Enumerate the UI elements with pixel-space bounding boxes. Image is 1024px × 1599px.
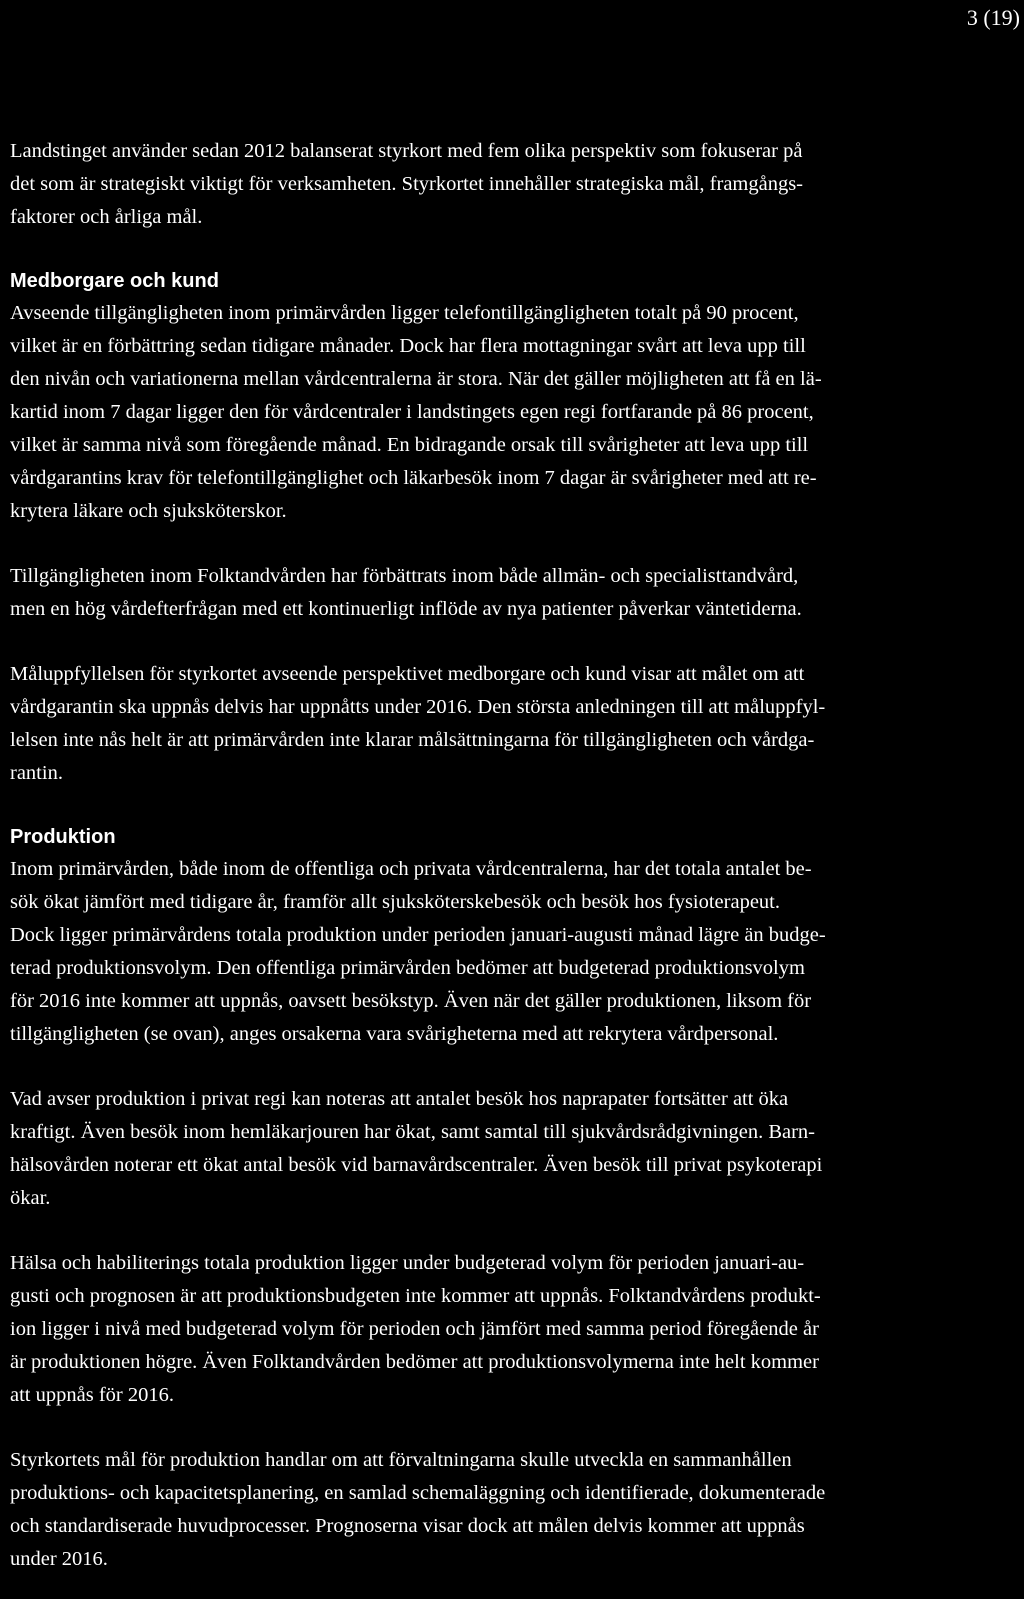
paragraph-maluppfyllelse (10, 658, 1000, 790)
text-line: det som är strategiskt viktigt för verksamheten. Styrkortet innehåller strategiska mål, framgångs- (10, 173, 804, 195)
text-line: lelsen inte nås helt är att primärvården inte klarar målsättningarna för tillgängligheten och vårdga- (10, 729, 815, 751)
text-line: gusti och prognosen är att produktionsbudgeten inte kommer att uppnås. Folktandvårdens produkt- (10, 1285, 821, 1307)
paragraph-styrkort-produktion (10, 1444, 1000, 1576)
text-line: rantin. (10, 762, 63, 784)
section-heading-produktion: Produktion (10, 826, 116, 848)
text-line: kraftigt. Även besök inom hemläkarjouren har ökat, samt samtal till sjukvårdsrådgivningen. Barn- (10, 1121, 815, 1143)
text-line: faktorer och årliga mål. (10, 206, 203, 228)
text-line: och standardiserade huvudprocesser. Prognoserna visar dock att målen delvis kommer att uppnås (10, 1515, 805, 1537)
text-line: krytera läkare och sjuksköterskor. (10, 500, 287, 522)
text-line: Dock ligger primärvårdens totala produktion under perioden januari-augusti månad lägre än budge- (10, 924, 826, 946)
paragraph-folktandvarden (10, 560, 1000, 626)
paragraph-tillganglighet-primarvard (10, 297, 1000, 528)
section-heading-medborgare: Medborgare och kund (10, 270, 219, 292)
text-line: terad produktionsvolym. Den offentliga primärvården bedömer att budgeterad produktionsvolym (10, 957, 805, 979)
text-line: vilket är samma nivå som föregående månad. En bidragande orsak till svårigheter att leva upp till (10, 434, 809, 456)
text-line: för 2016 inte kommer att uppnås, oavsett besökstyp. Även när det gäller produktionen, liksom för (10, 990, 812, 1012)
text-line: vilket är en förbättring sedan tidigare månader. Dock har flera mottagningar svårt att leva upp till (10, 335, 806, 357)
text-line: Styrkortets mål för produktion handlar om att förvaltningarna skulle utveckla en sammanhållen (10, 1449, 792, 1471)
text-line: Avseende tillgängligheten inom primärvården ligger telefontillgängligheten totalt på 90 procent, (10, 302, 799, 324)
text-line: den nivån och variationerna mellan vårdcentralerna är stora. När det gäller möjligheten att få en lä- (10, 368, 822, 390)
text-line: Tillgängligheten inom Folktandvården har förbättrats inom både allmän- och specialisttandvård, (10, 565, 799, 587)
text-line: Landstinget använder sedan 2012 balanserat styrkort med fem olika perspektiv som fokuserar på (10, 140, 803, 162)
page-number: 3 (19) (966, 5, 1020, 30)
text-line: under 2016. (10, 1548, 108, 1570)
text-line: produktions- och kapacitetsplanering, en samlad schemaläggning och identifierade, dokumenterade (10, 1482, 826, 1504)
text-line: är produktionen högre. Även Folktandvården bedömer att produktionsvolymerna inte helt kommer (10, 1351, 819, 1373)
text-line: vårdgarantin ska uppnås delvis har uppnåtts under 2016. Den största anledningen till att måluppfyl- (10, 696, 826, 718)
paragraph-primarvard-produktion (10, 853, 1000, 1051)
text-line: sök ökat jämfört med tidigare år, framför allt sjuksköterskebesök och besök hos fysioterapeut. (10, 891, 781, 913)
text-line: ion ligger i nivå med budgeterad volym för perioden och jämfört med samma period föregående år (10, 1318, 819, 1340)
paragraph-halsa-habilitering (10, 1247, 1000, 1412)
text-line: men en hög vårdefterfrågan med ett kontinuerligt inflöde av nya patienter påverkar väntetiderna. (10, 598, 802, 620)
intro-paragraph (10, 135, 1000, 234)
text-line: Hälsa och habiliterings totala produktion ligger under budgeterad volym för perioden januari-au- (10, 1252, 805, 1274)
text-line: att uppnås för 2016. (10, 1384, 174, 1406)
text-line: kartid inom 7 dagar ligger den för vårdcentraler i landstingets egen regi fortfarande på 86 procent, (10, 401, 814, 423)
text-line: hälsovården noterar ett ökat antal besök vid barnavårdscentraler. Även besök till privat psykoterapi (10, 1154, 823, 1176)
paragraph-privat-regi (10, 1083, 1000, 1215)
text-line: tillgängligheten (se ovan), anges orsakerna vara svårigheterna med att rekrytera vårdpersonal. (10, 1023, 779, 1045)
text-line: Inom primärvården, både inom de offentliga och privata vårdcentralerna, har det totala antalet be- (10, 858, 812, 880)
text-line: Vad avser produktion i privat regi kan noteras att antalet besök hos naprapater fortsätter att öka (10, 1088, 789, 1110)
text-line: vårdgarantins krav för telefontillgänglighet och läkarbesök inom 7 dagar är svårigheter med att re- (10, 467, 817, 489)
document-body (10, 135, 1000, 1576)
text-line: Måluppfyllelsen för styrkortet avseende perspektivet medborgare och kund visar att målet om att (10, 663, 805, 685)
text-line: ökar. (10, 1187, 51, 1209)
